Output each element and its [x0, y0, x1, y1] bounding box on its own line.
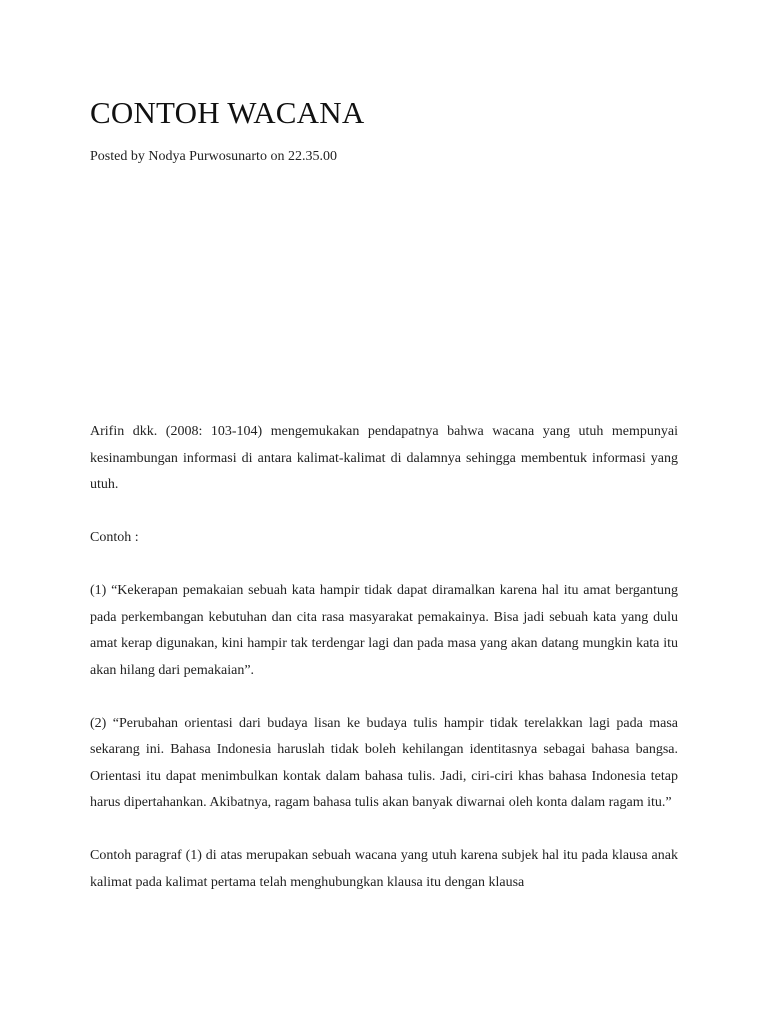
posted-by-label: Posted by: [90, 149, 145, 164]
post-title: CONTOH WACANA: [90, 95, 365, 130]
paragraph-contoh-label: Contoh :: [90, 530, 139, 545]
post-meta: [90, 147, 337, 167]
on-label: on: [270, 149, 285, 164]
paragraph-example-2: (2) “Perubahan orientasi dari budaya lisan ke budaya tulis hampir tidak terelakkan lagi pada masa sekarang ini. Bahasa Indonesia haruslah tidak boleh kehilangan identitasnya sebagai bahasa bangsa. Orientasi itu dapat menimbulkan kontak dalam bahasa tulis. Jadi, ciri-ciri khas bahasa Indonesia tetap harus dipertahankan. Akibatnya, ragam bahasa tulis akan banyak diwarnai oleh konta dalam ragam itu.”: [90, 715, 678, 810]
paragraph-analysis: Contoh paragraf (1) di atas merupakan sebuah wacana yang utuh karena subjek hal itu pada klausa anak kalimat pada kalimat pertama telah menghubungkan klausa itu dengan klausa: [90, 848, 678, 890]
paragraph-intro: Arifin dkk. (2008: 103-104) mengemukakan pendapatnya bahwa wacana yang utuh mempunyai kesinambungan informasi di antara kalimat-kalimat di dalamnya sehingga membentuk informasi yang utuh.: [90, 424, 678, 492]
post-body: [90, 419, 678, 923]
paragraph-example-1: (1) “Kekerapan pemakaian sebuah kata hampir tidak dapat diramalkan karena hal itu amat bergantung pada perkembangan kebutuhan dan cita rasa masyarakat pemakainya. Bisa jadi sebuah kata yang dulu amat kerap digunakan, kini hampir tak terdengar lagi dan pada masa yang akan datang mungkin kata itu akan hilang dari pemakaian”.: [90, 583, 678, 678]
post-author: Nodya Purwosunarto: [148, 149, 267, 164]
post-time: 22.35.00: [287, 149, 337, 164]
